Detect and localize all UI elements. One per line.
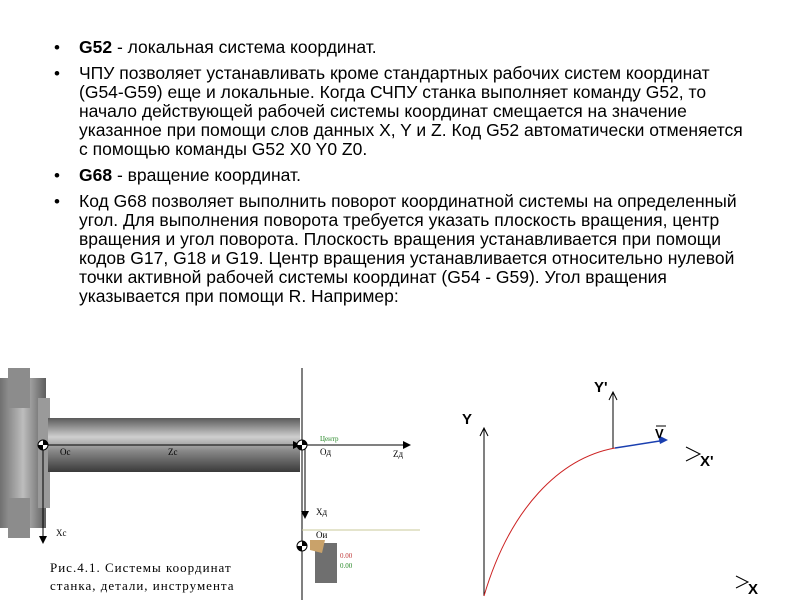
chuck-jaw <box>8 498 30 538</box>
lathe-coordinate-figure <box>0 368 440 600</box>
vector-v-line <box>615 440 666 448</box>
bullet-text: ЧПУ позволяет устанавливать кроме стандартных рабочих систем координат (G54-G59) еще и локальные. Когда СЧПУ станка выполняет команду G52, то начало действующей рабочей системы координат смещается на значение указанное при помощи слов данных X, Y и Z. Код G52 автоматически отменяется с помощью команды G52 X0 Y0 Z0. <box>79 63 743 159</box>
label-zd: Zд <box>393 449 404 459</box>
bullet-g52-title <box>52 38 752 57</box>
bullet-text: Код G68 позволяет выполнить поворот координатной системы на определенный угол. Для выполнения поворота требуется указать плоскость вращения, центр вращения и угол поворота. Плоскость вращения устанавливается при помощи кодов G17, G18 и G19. Центр вращения устанавливается относительно нулевой точки активной рабочей системы координат (G54 - G59). Угол вращения указывается при помощи R. Например: <box>79 191 737 306</box>
label-oc: Oc <box>60 447 71 457</box>
label-x-prime: X' <box>700 453 714 470</box>
rotation-figure <box>440 368 800 600</box>
rotation-arc <box>484 448 615 596</box>
bullet-g68-title <box>52 166 752 185</box>
bullet-text: - локальная система координат. <box>112 37 377 57</box>
lathe-drawing <box>0 368 440 600</box>
bullet-dot: • <box>54 64 60 83</box>
bullet-dot: • <box>54 38 60 57</box>
label-zc: Zc <box>168 447 178 457</box>
label-center: Центр <box>320 435 339 443</box>
bullet-list <box>52 38 752 313</box>
bullet-text: - вращение координат. <box>112 165 301 185</box>
rotation-drawing <box>440 368 800 600</box>
label-xc: Xc <box>56 528 67 538</box>
bullet-dot: • <box>54 192 60 211</box>
label-v: V <box>655 426 664 441</box>
label-x: X <box>748 581 759 598</box>
label-y-prime: Y' <box>594 379 608 396</box>
label-od: Oд <box>320 447 332 457</box>
bullet-g68-description <box>52 192 752 306</box>
caption-line-1: Рис.4.1. Системы координат <box>50 560 232 575</box>
bullet-dot: • <box>54 166 60 185</box>
caption-line-2: станка, детали, инструмента <box>50 578 235 593</box>
code-label: G68 <box>79 165 113 185</box>
bullet-g52-description <box>52 64 752 159</box>
label-y: Y <box>462 411 473 428</box>
label-val1: 0.00 <box>340 552 353 560</box>
label-val2: 0.00 <box>340 562 353 570</box>
code-label: G52 <box>79 37 113 57</box>
label-xd: Xд <box>316 507 328 517</box>
label-oi: Oи <box>316 530 328 540</box>
chuck-jaw <box>8 368 30 408</box>
axis-x-arrow <box>736 576 748 588</box>
axis-x-prime-arrow <box>686 447 700 461</box>
